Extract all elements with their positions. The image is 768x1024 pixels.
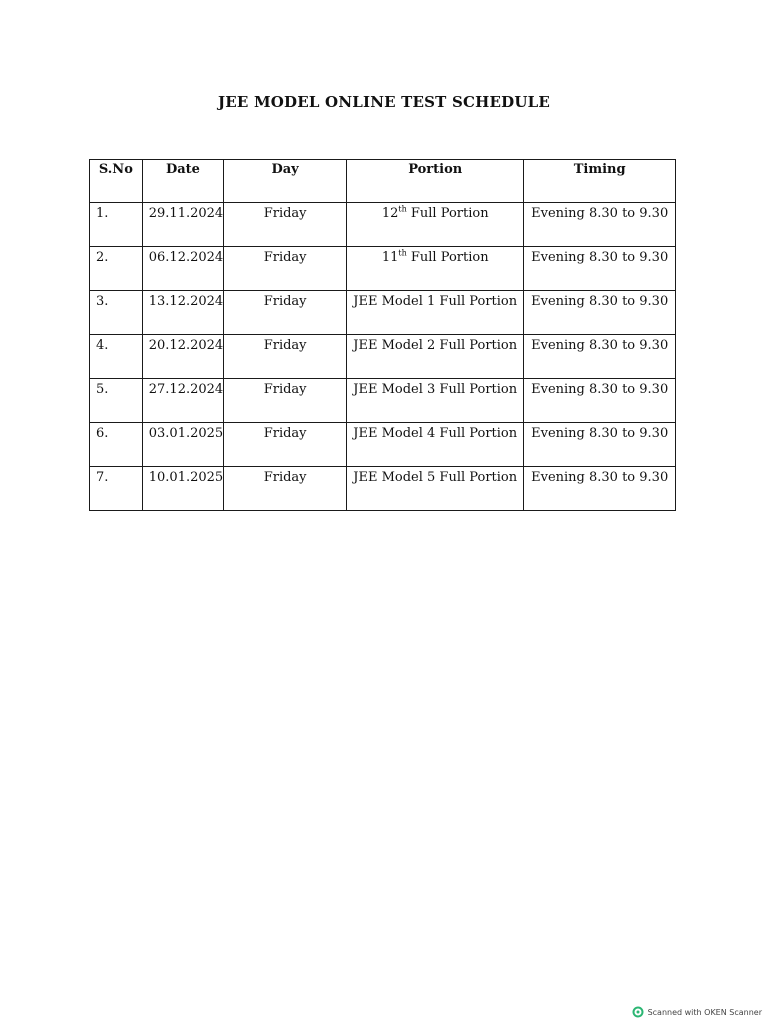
cell-sno: 7. [90,467,143,511]
table-row [90,291,676,335]
header-day: Day [224,160,347,203]
table-row [90,379,676,423]
schedule-table [89,159,676,511]
header-portion: Portion [347,160,524,203]
portion-text: JEE Model 1 Full Portion [353,294,518,309]
table-row [90,467,676,511]
portion-text: JEE Model 2 Full Portion [353,338,518,353]
cell-sno: 5. [90,379,143,423]
portion-text: JEE Model 4 Full Portion [353,426,518,441]
header-date: Date [142,160,223,203]
cell-date: 03.01.2025 [142,423,223,467]
portion-text: JEE Model 3 Full Portion [353,382,518,397]
portion-superscript: th [398,204,407,214]
cell-day: Friday [224,247,347,291]
cell-timing: Evening 8.30 to 9.30 [524,467,676,511]
cell-timing: Evening 8.30 to 9.30 [524,335,676,379]
cell-day: Friday [224,335,347,379]
portion-text: JEE Model 5 Full Portion [353,470,518,485]
cell-timing: Evening 8.30 to 9.30 [524,291,676,335]
cell-date: 10.01.2025 [142,467,223,511]
cell-sno: 4. [90,335,143,379]
watermark-text: Scanned with OKEN Scanner [647,1007,762,1017]
header-timing: Timing [524,160,676,203]
cell-portion [347,247,524,291]
cell-date: 06.12.2024 [142,247,223,291]
scanner-watermark [632,1006,762,1018]
cell-date: 13.12.2024 [142,291,223,335]
cell-timing: Evening 8.30 to 9.30 [524,379,676,423]
cell-day: Friday [224,467,347,511]
cell-portion [347,423,524,467]
cell-date: 27.12.2024 [142,379,223,423]
table-row [90,335,676,379]
cell-day: Friday [224,203,347,247]
table-header-row [90,160,676,203]
table-row [90,247,676,291]
cell-date: 20.12.2024 [142,335,223,379]
cell-timing: Evening 8.30 to 9.30 [524,247,676,291]
cell-day: Friday [224,379,347,423]
cell-portion [347,203,524,247]
cell-date: 29.11.2024 [142,203,223,247]
cell-timing: Evening 8.30 to 9.30 [524,423,676,467]
cell-sno: 1. [90,203,143,247]
cell-day: Friday [224,291,347,335]
cell-portion [347,379,524,423]
portion-text: Full Portion [406,206,489,221]
table-row [90,203,676,247]
portion-superscript: th [398,248,407,258]
cell-portion [347,291,524,335]
cell-sno: 6. [90,423,143,467]
portion-prefix: 11 [381,250,399,265]
page-title: JEE MODEL ONLINE TEST SCHEDULE [217,93,551,111]
cell-day: Friday [224,423,347,467]
cell-sno: 3. [90,291,143,335]
cell-portion [347,467,524,511]
header-sno: S.No [90,160,143,203]
portion-prefix: 12 [381,206,399,221]
portion-text: Full Portion [406,250,489,265]
cell-sno: 2. [90,247,143,291]
cell-timing: Evening 8.30 to 9.30 [524,203,676,247]
cell-portion [347,335,524,379]
table-row [90,423,676,467]
scanner-logo-icon [632,1006,644,1018]
